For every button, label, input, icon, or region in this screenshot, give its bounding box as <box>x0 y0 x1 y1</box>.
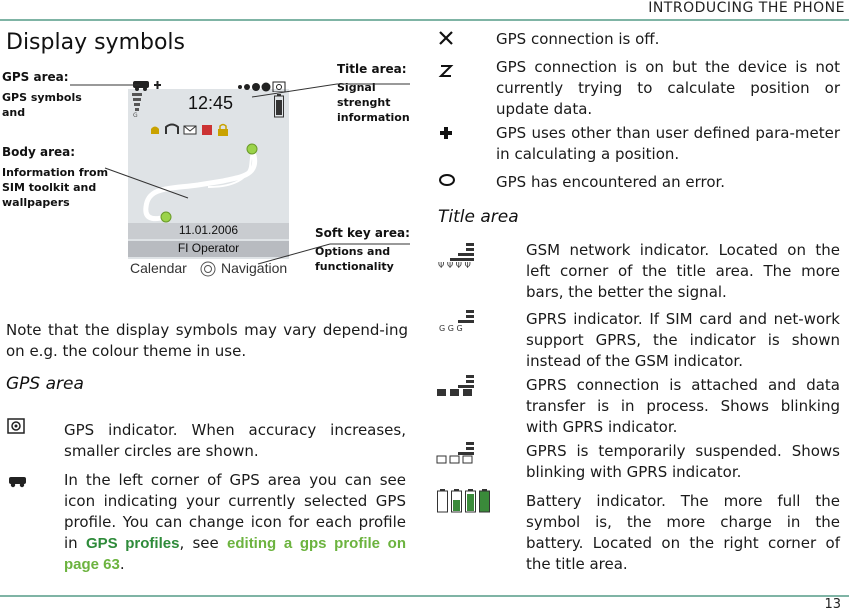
gsm-signal-text: GSM network indicator. Located on the left corner of the title area. The more bars, the better the signal. <box>526 241 840 301</box>
gps-profiles-link[interactable]: GPS profiles <box>85 535 180 552</box>
gprs-suspended-icon <box>436 442 476 468</box>
gps-profile-car-icon <box>8 473 28 492</box>
callout-gps-desc-2: and <box>2 106 26 119</box>
gprs-indicator-text: GPRS indicator. If SIM card and net-work support GPRS, the indicator is shown instead of the GSM indicator. <box>526 310 840 370</box>
gprs-attached-text: GPRS connection is attached and data transfer is in process. Shows blinking with GPRS indicator. <box>526 376 840 436</box>
body-leader-line <box>105 168 188 198</box>
callout-softkey-desc-2: functionality <box>315 260 394 273</box>
callout-body-title: Body area: <box>2 145 76 159</box>
callout-body-desc-3: wallpapers <box>2 196 70 209</box>
gps-off-text: GPS connection is off. <box>496 30 660 48</box>
footer-rule <box>0 595 849 597</box>
callout-body-desc-2: SIM toolkit and <box>2 181 97 194</box>
softkey-leader-line <box>258 244 330 264</box>
callout-title-area-desc-1: Signal <box>337 81 376 94</box>
callout-title-area-desc-2: strenght <box>337 96 391 109</box>
gps-indicator-icon <box>7 418 27 438</box>
gprs-indicator-icon <box>438 310 478 336</box>
page-number: 13 <box>824 597 841 612</box>
gps-profile-text-c: . <box>119 555 125 573</box>
gps-off-icon <box>438 30 454 50</box>
phone-right-softkey[interactable]: Navigation <box>221 260 288 276</box>
phone-date: 11.01.2006 <box>128 223 289 239</box>
gprs-attached-icon <box>436 375 476 401</box>
editing-gps-profile-link[interactable]: editing a gps profile on page 63 <box>64 535 406 573</box>
gps-area-title: GPS area <box>6 374 84 394</box>
gps-plus-icon <box>438 125 454 145</box>
phone-left-softkey[interactable]: Calendar <box>130 260 187 276</box>
gps-idle-icon <box>438 63 454 83</box>
battery-icon <box>437 488 495 518</box>
gps-plus-text: GPS uses other than user defined para-meter in calculating a position. <box>496 124 840 163</box>
callout-body-desc-1: Information from <box>2 166 109 179</box>
gps-error-text: GPS has encountered an error. <box>496 173 726 191</box>
display-note: Note that the display symbols may vary depend-ing on e.g. the colour theme in use. <box>6 321 408 360</box>
svg-text:G: G <box>133 112 138 117</box>
gprs-suspended-text: GPRS is temporarily suspended. Shows blinking with GPRS indicator. <box>526 442 840 481</box>
title-area-title: Title area <box>438 207 519 227</box>
gps-profile-text <box>64 470 406 575</box>
phone-operator: FI Operator <box>128 241 289 257</box>
gps-indicator-text: GPS indicator. When accuracy increases, smaller circles are shown. <box>64 421 406 460</box>
gps-profile-text-a: In the left corner of GPS area you can see icon indicating your currently selected GPS profile. You can change icon for each profile in <box>64 471 406 552</box>
gsm-signal-icon <box>436 243 476 273</box>
callout-gps-title: GPS area: <box>2 70 69 84</box>
running-header: INTRODUCING THE PHONE <box>648 0 845 16</box>
title-leader-line <box>252 84 337 97</box>
section-title: Display symbols <box>6 30 185 55</box>
battery-text: Battery indicator. The more full the symbol is, the more charge in the battery. Located on the right corner of the title area. <box>526 492 840 573</box>
gps-error-icon <box>438 172 456 191</box>
gps-profile-text-b: , see <box>179 534 228 552</box>
callout-softkey-title: Soft key area: <box>315 226 410 240</box>
svg-text:G G G: G G G <box>439 324 463 332</box>
gps-idle-text: GPS connection is on but the device is not currently trying to calculate position or update data. <box>496 58 840 118</box>
callout-gps-desc-1: GPS symbols <box>2 91 82 104</box>
callout-title-area-desc-3: information <box>337 111 410 124</box>
callout-title-area-title: Title area: <box>337 62 407 76</box>
phone-time: 12:45 <box>188 93 234 113</box>
callout-softkey-desc-1: Options and <box>315 245 391 258</box>
svg-text:Ψ Ψ Ψ Ψ: Ψ Ψ Ψ Ψ <box>438 261 471 269</box>
callout-leader-lines <box>0 0 430 300</box>
